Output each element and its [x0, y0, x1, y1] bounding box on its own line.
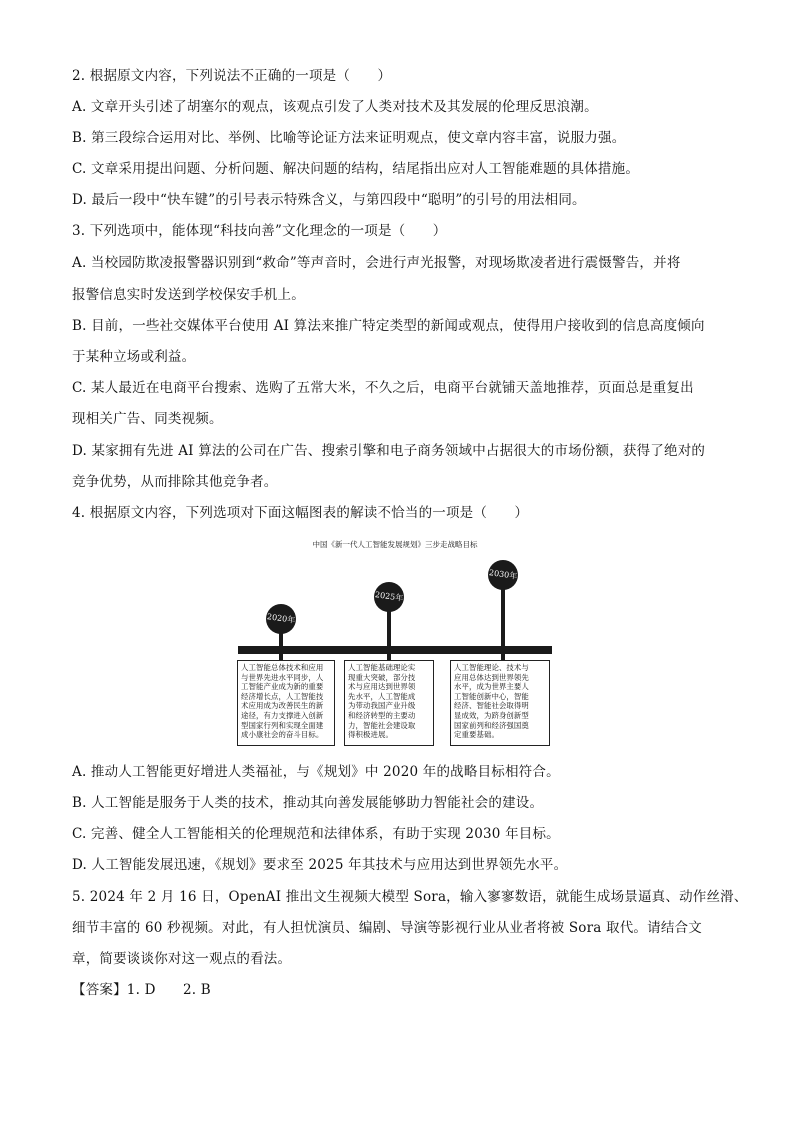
milestone-text-line: 与世界先进水平同步，人	[241, 672, 324, 682]
milestone-year: 2020年	[266, 612, 296, 625]
text-line: 细节丰富的 60 秒视频。对此，有人担忧演员、编剧、导演等影视行业从业者将被 Sora 取代。请结合文	[72, 920, 702, 936]
text-line: A. 文章开头引述了胡塞尔的观点，该观点引发了人类对技术及其发展的伦理反思浪潮。	[72, 99, 598, 115]
milestone-text-line: 工智能产业成为新的重要	[241, 682, 324, 692]
text-line: B. 第三段综合运用对比、举例、比喻等论证方法来证明观点，使文章内容丰富，说服力强。	[72, 130, 626, 146]
text-line: B. 目前，一些社交媒体平台使用 AI 算法来推广特定类型的新闻或观点，使得用户接收到的信息高度倾向	[72, 318, 705, 334]
milestone-year: 2030年	[488, 568, 518, 581]
text-line: 4. 根据原文内容，下列选项对下面这幅图表的解读不恰当的一项是（ ）	[72, 505, 529, 521]
milestone-text-line: 术与应用达到世界领	[348, 682, 416, 692]
text-line: 5. 2024 年 2 月 16 日，OpenAI 推出文生视频大模型 Sora，输入寥寥数语，就能生成场景逼真、动作丝滑、	[72, 889, 748, 905]
text-line: C. 某人最近在电商平台搜索、选购了五常大米，不久之后，电商平台就铺天盖地推荐，页面总是重复出	[72, 380, 694, 396]
text-line: 2. 根据原文内容，下列说法不正确的一项是（ ）	[72, 68, 392, 84]
chart-title: 中国《新一代人工智能发展规划》三步走战略目标	[312, 540, 478, 549]
milestone-text-line: 水平，成为世界主要人	[454, 682, 529, 692]
milestone-text-line: 经济、智能社会取得明	[454, 701, 529, 711]
milestone-text-line: 工智能创新中心，智能	[454, 691, 529, 701]
text-line: C. 完善、健全人工智能相关的伦理规范和法律体系，有助于实现 2030 年目标。	[72, 826, 560, 842]
milestone-box	[344, 660, 434, 746]
milestone-text-line: 成小康社会的奋斗目标。	[241, 730, 324, 740]
milestone-text-line: 人工智能基础理论实	[348, 663, 416, 672]
milestone-text-line: 现重大突破，部分技	[348, 672, 416, 682]
milestone-text-line: 经济增长点，人工智能技	[241, 691, 324, 701]
text-line: 竞争优势，从而排除其他竞争者。	[72, 474, 278, 490]
milestone-text-line: 显成效，为跻身创新型	[454, 710, 529, 720]
strategy-chart	[236, 538, 554, 750]
milestone-text-line: 术应用成为改善民生的新	[241, 701, 324, 711]
text-line: 3. 下列选项中，能体现“科技向善”文化理念的一项是（ ）	[72, 223, 447, 239]
milestone-box	[237, 660, 335, 746]
milestone-text-line: 力，智能社会建设取	[348, 720, 416, 730]
milestone-text-line: 和经济转型的主要动	[348, 710, 416, 720]
milestone-text-line: 应用总体达到世界领先	[454, 672, 529, 682]
text-line: 报警信息实时发送到学校保安手机上。	[72, 287, 305, 303]
milestone-text-line: 途径，有力支撑进入创新	[241, 710, 324, 720]
milestone-box	[450, 660, 550, 746]
milestone-text-line: 人工智能总体技术和应用	[241, 663, 324, 672]
text-line: D. 最后一段中“快车键”的引号表示特殊含义，与第四段中“聪明”的引号的用法相同。	[72, 192, 586, 208]
milestone-text-line: 先水平，人工智能成	[348, 691, 416, 701]
text-line: B. 人工智能是服务于人类的技术，推动其向善发展能够助力智能社会的建设。	[72, 795, 544, 811]
text-line: D. 某家拥有先进 AI 算法的公司在广告、搜索引擎和电子商务领域中占据很大的市场份额，获得了绝对的	[72, 443, 706, 459]
milestone-year: 2025年	[374, 590, 404, 603]
milestone-text-line: 国家前列和经济强国奠	[454, 720, 529, 730]
text-line: 于某种立场或利益。	[72, 349, 196, 365]
milestone-text-line: 为带动我国产业升级	[348, 701, 416, 711]
text-line: A. 推动人工智能更好增进人类福祉，与《规划》中 2020 年的战略目标相符合。	[72, 764, 560, 780]
text-line: 【答案】1. D 2. B	[72, 982, 211, 998]
milestone-text-line: 得积极进展。	[348, 730, 393, 740]
text-line: 现相关广告、同类视频。	[72, 411, 223, 427]
milestone-text-line: 定重要基础。	[454, 730, 499, 740]
milestone-text-line: 人工智能理论、技术与	[454, 663, 529, 672]
text-line: 章，简要谈谈你对这一观点的看法。	[72, 951, 292, 967]
text-line: D. 人工智能发展迅速，《规划》要求至 2025 年其技术与应用达到世界领先水平。	[72, 857, 568, 873]
text-line: C. 文章采用提出问题、分析问题、解决问题的结构，结尾指出应对人工智能难题的具体措施。	[72, 161, 640, 177]
milestone-text-line: 型国家行列和实现全面建	[241, 720, 324, 730]
text-line: A. 当校园防欺凌报警器识别到“救命”等声音时，会进行声光报警，对现场欺凌者进行震慑警告，并将	[72, 255, 681, 271]
